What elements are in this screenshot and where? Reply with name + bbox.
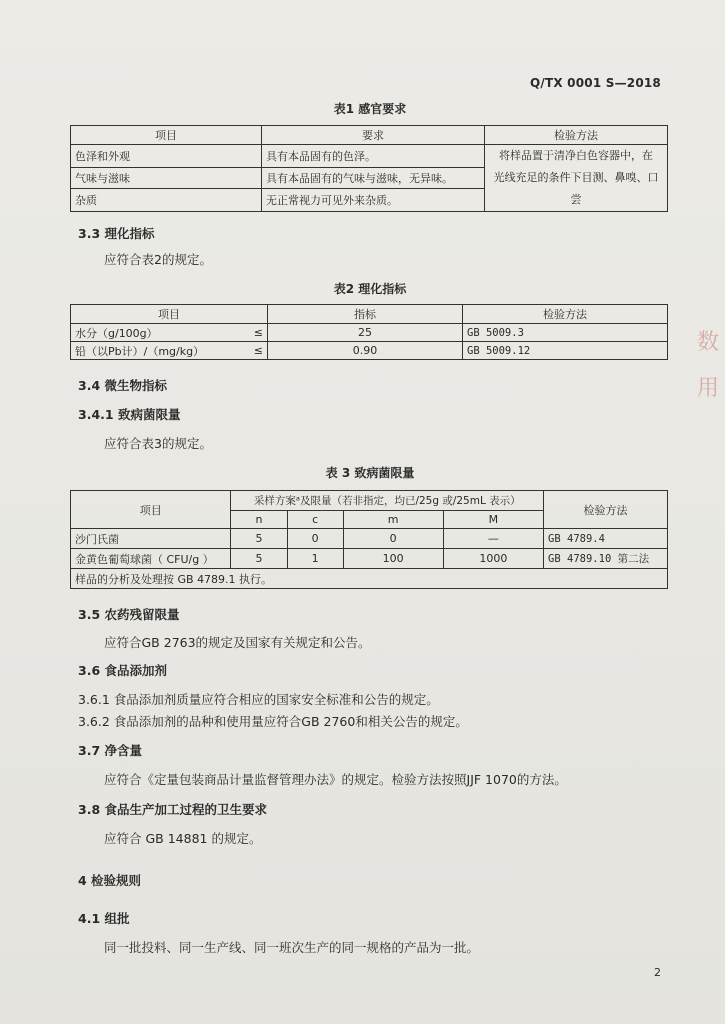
table-row bbox=[71, 145, 668, 168]
section-3-8-text: 应符合 GB 14881 的规定。 bbox=[104, 831, 262, 846]
section-3-3-heading: 3.3 理化指标 bbox=[78, 226, 155, 241]
table1-method-line2: 光线充足的条件下目测、鼻嗅、口尝 bbox=[493, 171, 659, 206]
section-3-6-heading: 3.6 食品添加剂 bbox=[78, 663, 167, 678]
table1-cell-item: 色泽和外观 bbox=[71, 145, 262, 168]
section-4-heading: 4 检验规则 bbox=[78, 873, 142, 888]
table-row bbox=[71, 324, 668, 342]
section-3-5-text: 应符合GB 2763的规定及国家有关规定和公告。 bbox=[104, 635, 371, 650]
table2-cell-op: ≤ bbox=[239, 342, 268, 360]
table1-sensory bbox=[70, 125, 668, 212]
page-number: 2 bbox=[654, 966, 661, 979]
section-3-7-text: 应符合《定量包装商品计量监督管理办法》的规定。检验方法按照JJF 1070的方法。 bbox=[104, 772, 567, 787]
table-row bbox=[71, 342, 668, 360]
table3-cell-M: — bbox=[443, 529, 543, 549]
section-3-6-1-text: 3.6.1 食品添加剂质量应符合相应的国家安全标准和公告的规定。 bbox=[78, 692, 439, 707]
table3-footnote: 样品的分析及处理按 GB 4789.1 执行。 bbox=[71, 569, 668, 589]
table3-cell-c: 1 bbox=[287, 549, 343, 569]
table1-header-item: 项目 bbox=[71, 126, 262, 145]
table1-method-line1: 将样品置于清净白色容器中，在 bbox=[499, 149, 653, 162]
table3-cell-m: 0 bbox=[343, 529, 443, 549]
table2-cell-item: 水分（g/100g） bbox=[71, 324, 240, 342]
section-3-5-heading: 3.5 农药残留限量 bbox=[78, 607, 180, 622]
table1-header-requirement: 要求 bbox=[262, 126, 485, 145]
table3-cell-m: 100 bbox=[343, 549, 443, 569]
section-3-6-2-text: 3.6.2 食品添加剂的品种和使用量应符合GB 2760和相关公告的规定。 bbox=[78, 714, 468, 729]
table1-caption: 表1 感官要求 bbox=[333, 102, 407, 116]
table3-cell-M: 1000 bbox=[443, 549, 543, 569]
table3-header-item: 项目 bbox=[71, 491, 231, 529]
section-3-4-heading: 3.4 微生物指标 bbox=[78, 378, 167, 393]
table2-cell-method: GB 5009.12 bbox=[463, 342, 668, 360]
table2-cell-method: GB 5009.3 bbox=[463, 324, 668, 342]
table2-header-method: 检验方法 bbox=[463, 305, 668, 324]
table2-header-item: 项目 bbox=[71, 305, 268, 324]
table3-sub-c: c bbox=[287, 511, 343, 529]
table3-cell-item: 金黄色葡萄球菌（ CFU/g ） bbox=[71, 549, 231, 569]
table2-caption: 表2 理化指标 bbox=[333, 282, 407, 296]
table2-cell-value: 25 bbox=[268, 324, 463, 342]
table1-cell-item: 杂质 bbox=[71, 189, 262, 212]
table3-cell-n: 5 bbox=[231, 549, 287, 569]
table3-sub-m: m bbox=[343, 511, 443, 529]
table2-cell-op: ≤ bbox=[239, 324, 268, 342]
section-4-1-heading: 4.1 组批 bbox=[78, 911, 130, 926]
table3-header-method: 检验方法 bbox=[544, 491, 668, 529]
table2-cell-value: 0.90 bbox=[268, 342, 463, 360]
table3-cell-c: 0 bbox=[287, 529, 343, 549]
table3-cell-item: 沙门氏菌 bbox=[71, 529, 231, 549]
table3-header-plan: 采样方案ᵃ及限量（若非指定，均已/25g 或/25mL 表示） bbox=[231, 491, 544, 511]
table2-header-value: 指标 bbox=[268, 305, 463, 324]
table3-sub-M: M bbox=[443, 511, 543, 529]
section-4-1-text: 同一批投料、同一生产线、同一班次生产的同一规格的产品为一批。 bbox=[104, 940, 480, 955]
table3-pathogens bbox=[70, 490, 668, 589]
table1-cell-requirement: 具有本品固有的气味与滋味，无异味。 bbox=[262, 167, 485, 189]
table1-cell-item: 气味与滋味 bbox=[71, 167, 262, 189]
section-3-4-1-heading: 3.4.1 致病菌限量 bbox=[78, 407, 181, 422]
table2-cell-item: 铅（以Pb计）/（mg/kg） bbox=[71, 342, 240, 360]
document-code: Q/TX 0001 S—2018 bbox=[529, 76, 661, 90]
section-3-7-heading: 3.7 净含量 bbox=[78, 743, 142, 758]
table3-sub-n: n bbox=[231, 511, 287, 529]
table1-cell-requirement: 无正常视力可见外来杂质。 bbox=[262, 189, 485, 212]
table-row bbox=[71, 549, 668, 569]
section-3-8-heading: 3.8 食品生产加工过程的卫生要求 bbox=[78, 802, 267, 817]
section-3-4-1-text: 应符合表3的规定。 bbox=[104, 436, 212, 451]
table2-physicochemical bbox=[70, 304, 668, 360]
table3-cell-method: GB 4789.4 bbox=[544, 529, 668, 549]
table3-caption: 表 3 致病菌限量 bbox=[325, 466, 415, 480]
section-3-3-text: 应符合表2的规定。 bbox=[104, 252, 212, 267]
table-row bbox=[71, 529, 668, 549]
table3-cell-method: GB 4789.10 第二法 bbox=[544, 549, 668, 569]
red-stamp-fragment: 数 用 bbox=[697, 330, 720, 401]
table1-cell-requirement: 具有本品固有的色泽。 bbox=[262, 145, 485, 168]
table1-cell-method bbox=[485, 145, 668, 212]
table1-header-method: 检验方法 bbox=[485, 126, 668, 145]
table3-cell-n: 5 bbox=[231, 529, 287, 549]
